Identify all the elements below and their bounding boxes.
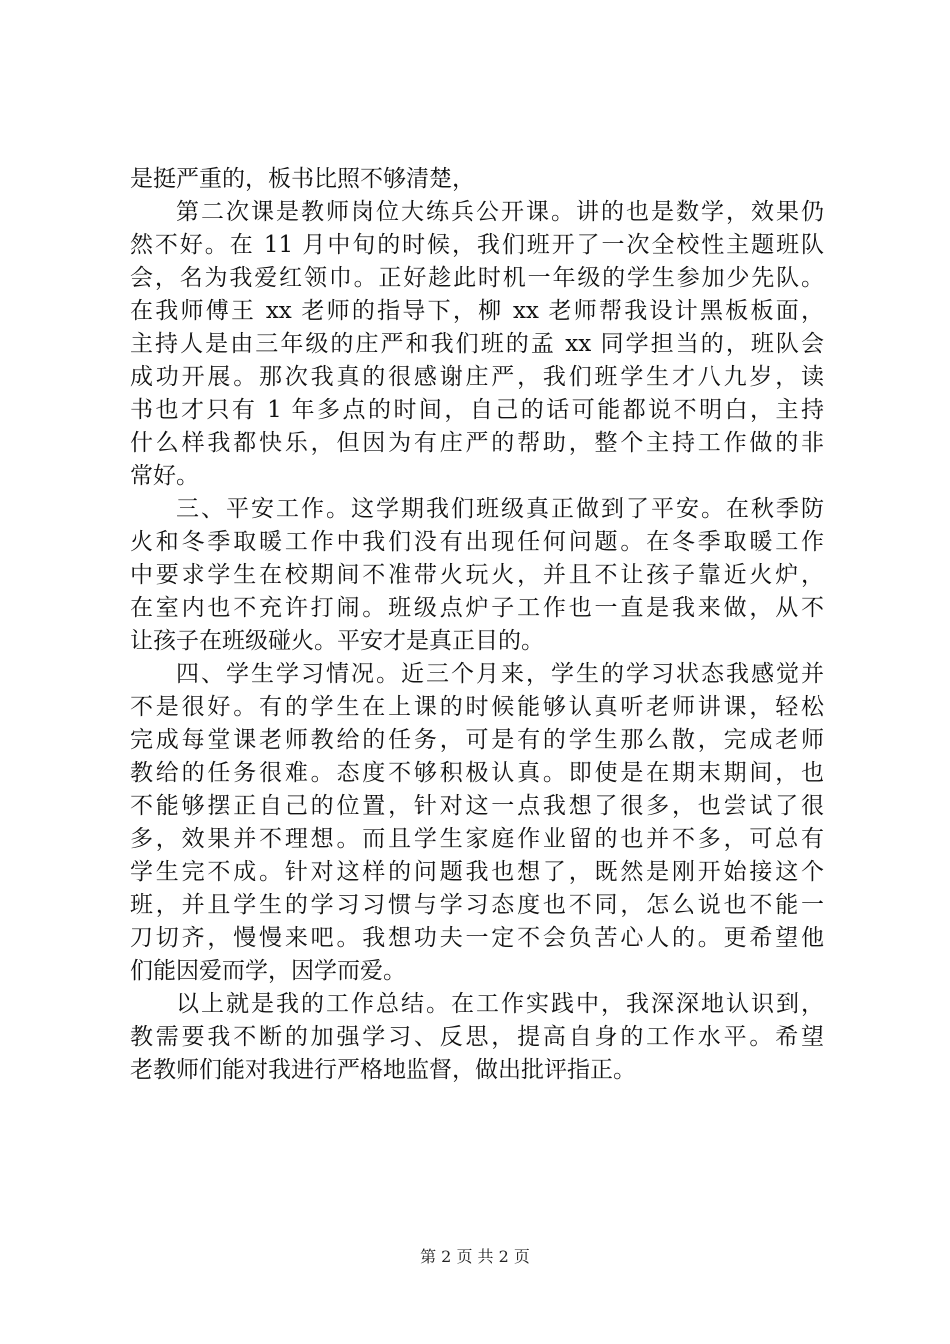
text-line: 火和冬季取暖工作中我们没有出现任何问题。在冬季取暖工作 [130,529,824,555]
text-line: 中要求学生在校期间不准带火玩火，并且不让孩子靠近火炉， [130,562,824,588]
text-line: 第二次课是教师岗位大练兵公开课。讲的也是数学，效果仍 [176,199,824,225]
text-line: 们能因爱而学，因学而爱。 [130,958,406,984]
text-line: 不是很好。有的学生在上课的时候能够认真听老师讲课，轻松 [130,694,824,720]
text-line: 是挺严重的，板书比照不够清楚， [130,166,475,192]
text-line: 然不好。在 11 月中旬的时候，我们班开了一次全校性主题班队 [130,232,824,258]
text-line: 主持人是由三年级的庄严和我们班的孟 xx 同学担当的，班队会 [130,331,824,357]
text-line: 教需要我不断的加强学习、反思，提高自身的工作水平。希望 [130,1024,824,1050]
text-line: 完成每堂课老师教给的任务，可是有的学生那么散，完成老师 [130,727,824,753]
document-body [130,163,824,1087]
text-line: 刀切齐，慢慢来吧。我想功夫一定不会负苦心人的。更希望他 [130,925,824,951]
text-line: 会，名为我爱红领巾。正好趁此时机一年级的学生参加少先队。 [130,265,824,291]
text-line: 以上就是我的工作总结。在工作实践中，我深深地认识到， [176,991,824,1017]
text-line: 四、学生学习情况。近三个月来，学生的学习状态我感觉并 [176,661,824,687]
text-line: 班，并且学生的学习习惯与学习态度也不同，怎么说也不能一 [130,892,824,918]
text-line: 不能够摆正自己的位置，针对这一点我想了很多，也尝试了很 [130,793,824,819]
text-line: 书也才只有 1 年多点的时间，自己的话可能都说不明白，主持 [130,397,824,423]
page-footer: 第 2 页 共 2 页 [420,1247,530,1266]
text-line: 学生完不成。针对这样的问题我也想了，既然是刚开始接这个 [130,859,824,885]
text-line: 三、平安工作。这学期我们班级真正做到了平安。在秋季防 [176,496,824,522]
text-line: 老教师们能对我进行严格地监督，做出批评指正。 [130,1057,636,1083]
text-line: 常好。 [130,463,199,489]
text-line: 教给的任务很难。态度不够积极认真。即使是在期末期间，也 [130,760,824,786]
text-line: 让孩子在班级碰火。平安才是真正目的。 [130,628,544,654]
text-line: 在我师傅王 xx 老师的指导下，柳 xx 老师帮我设计黑板板面， [130,298,824,324]
text-line: 成功开展。那次我真的很感谢庄严，我们班学生才八九岁，读 [130,364,824,390]
text-line: 在室内也不充许打闹。班级点炉子工作也一直是我来做，从不 [130,595,824,621]
text-line: 多，效果并不理想。而且学生家庭作业留的也并不多，可总有 [130,826,824,852]
text-line: 什么样我都快乐，但因为有庄严的帮助，整个主持工作做的非 [130,430,824,456]
